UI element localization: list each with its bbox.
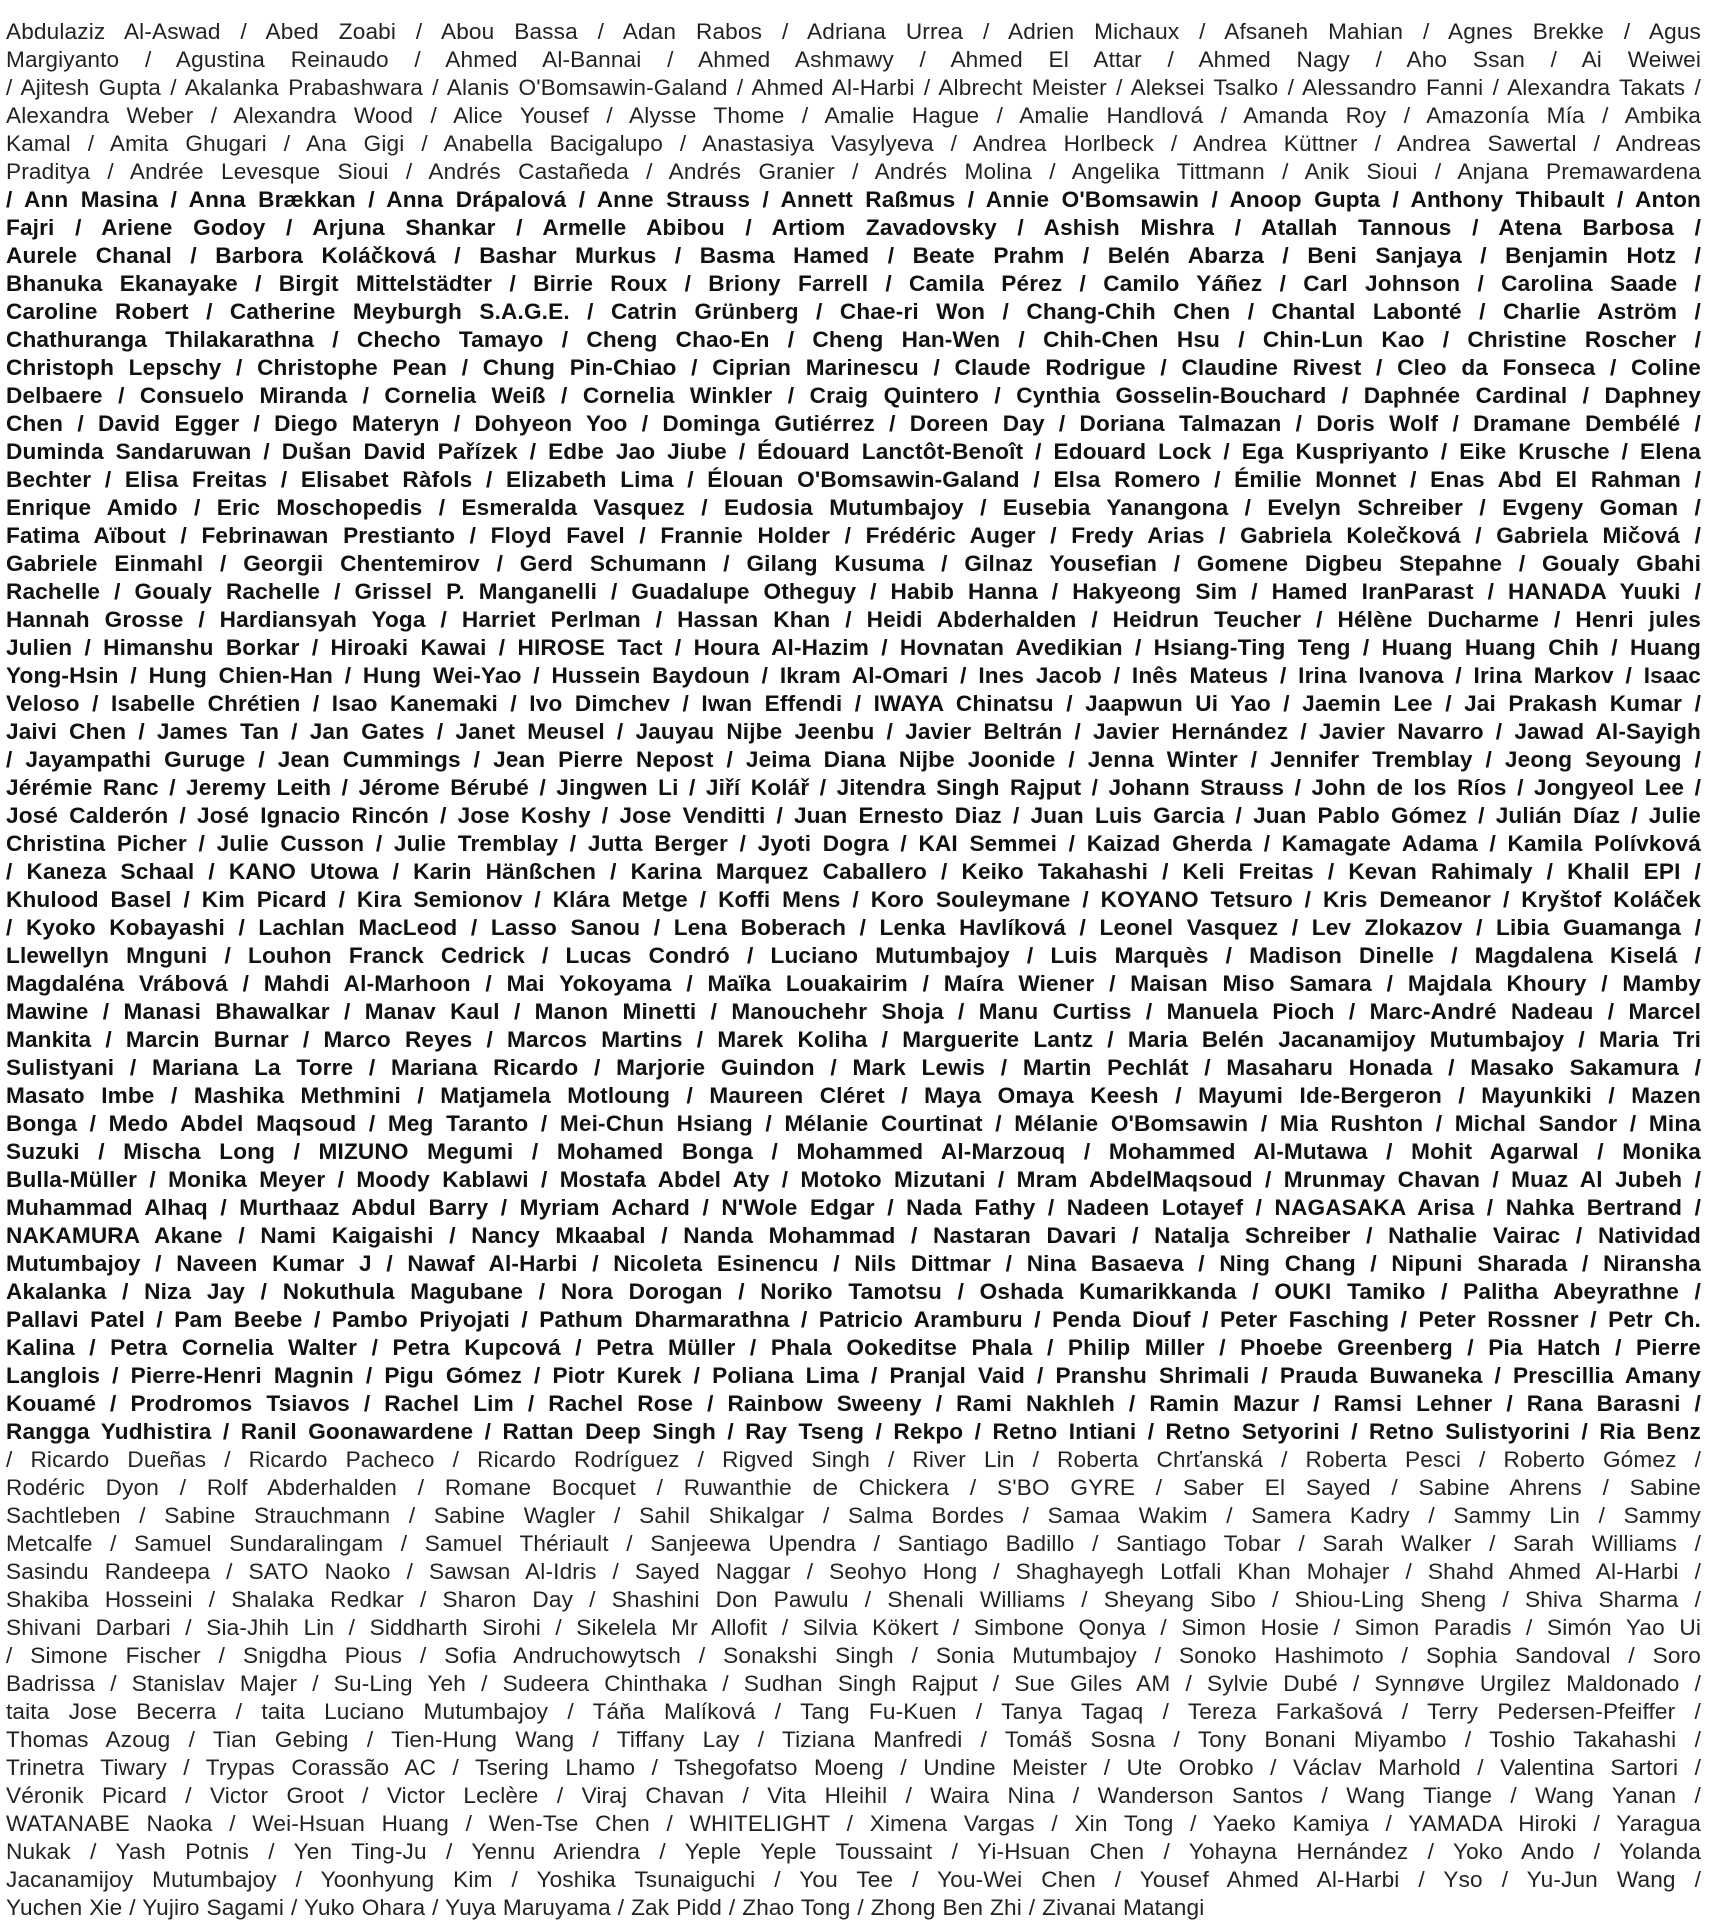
name-line: Yuchen Xie / Yujiro Sagami / Yuko Ohara / Yuya Maruyama / Zak Pidd / Zhao Tong / Zhong Ben Zhi / Zivanai Matangi <box>6 1895 1205 1920</box>
name-line: Delbaere / Consuelo Miranda / Cornelia Weiß / Cornelia Winkler / Craig Quintero / Cynthia Gosselin-Bouchard / Daphnée Cardinal / Daphney <box>6 383 1701 408</box>
name-line: Veloso / Isabelle Chrétien / Isao Kanemaki / Ivo Dimchev / Iwan Effendi / IWAYA Chinatsu / Jaapwun Ui Yao / Jaemin Lee / Jai Prakash Kumar / <box>6 691 1701 716</box>
name-line: Christoph Lepschy / Christophe Pean / Chung Pin-Chiao / Ciprian Marinescu / Claude Rodrigue / Claudine Rivest / Cleo da Fonseca / Coline <box>6 355 1701 380</box>
name-line: Langlois / Pierre-Henri Magnin / Pigu Gómez / Piotr Kurek / Poliana Lima / Pranjal Vaid / Pranshu Shrimali / Prauda Buwaneka / Prescillia Amany <box>6 1363 1701 1388</box>
name-line: Bechter / Elisa Freitas / Elisabet Ràfols / Elizabeth Lima / Élouan O'Bomsawin-Galand / Elsa Romero / Émilie Monnet / Enas Abd El Rahman / <box>6 467 1701 492</box>
name-line: Masato Imbe / Mashika Methmini / Matjamela Motloung / Maureen Cléret / Maya Omaya Keesh / Mayumi Ide-Bergeron / Mayunkiki / Mazen <box>6 1083 1701 1108</box>
name-line: Thomas Azoug / Tian Gebing / Tien-Hung Wang / Tiffany Lay / Tiziana Manfredi / Tomáš Sosna / Tony Bonani Miyambo / Toshio Takahashi / <box>6 1727 1701 1752</box>
name-line: Jérémie Ranc / Jeremy Leith / Jérome Bérubé / Jingwen Li / Jiří Kolář / Jitendra Singh Rajput / Johann Strauss / John de los Ríos / Jongyeol Lee / <box>6 775 1701 800</box>
name-line: José Calderón / José Ignacio Rincón / Jose Koshy / Jose Venditti / Juan Ernesto Diaz / Juan Luis Garcia / Juan Pablo Gómez / Julián Díaz / Julie <box>6 803 1701 828</box>
name-line: Shakiba Hosseini / Shalaka Redkar / Sharon Day / Shashini Don Pawulu / Shenali Williams / Sheyang Sibo / Shiou-Ling Sheng / Shiva Sharma / <box>6 1587 1701 1612</box>
name-line: Christina Picher / Julie Cusson / Julie Tremblay / Jutta Berger / Jyoti Dogra / KAI Semmei / Kaizad Gherda / Kamagate Adama / Kamila Polívková <box>6 831 1701 856</box>
name-line: / Jayampathi Guruge / Jean Cummings / Jean Pierre Nepost / Jeima Diana Nijbe Joonide / Jenna Winter / Jennifer Tremblay / Jeong Seyoung / <box>6 747 1701 772</box>
name-line: Fatima Aïbout / Febrinawan Prestianto / Floyd Favel / Frannie Holder / Frédéric Auger / Fredy Arias / Gabriela Kolečková / Gabriela Mičová / <box>6 523 1701 548</box>
name-line: Mawine / Manasi Bhawalkar / Manav Kaul / Manon Minetti / Manouchehr Shoja / Manu Curtiss / Manuela Pioch / Marc-André Nadeau / Marcel <box>6 999 1701 1024</box>
name-line: taita Jose Becerra / taita Luciano Mutumbajoy / Táňa Malíková / Tang Fu-Kuen / Tanya Tagaq / Tereza Farkašová / Terry Pedersen-Pfeiffer / <box>6 1699 1701 1724</box>
name-line: / Kaneza Schaal / KANO Utowa / Karin Hänßchen / Karina Marquez Caballero / Keiko Takahashi / Keli Freitas / Kevan Rahimaly / Khalil EPI / <box>6 859 1701 884</box>
name-line: Chen / David Egger / Diego Materyn / Dohyeon Yoo / Dominga Gutiérrez / Doreen Day / Doriana Talmazan / Doris Wolf / Dramane Dembélé / <box>6 411 1701 436</box>
name-line: Kouamé / Prodromos Tsiavos / Rachel Lim / Rachel Rose / Rainbow Sweeny / Rami Nakhleh / Ramin Mazur / Ramsi Lehner / Rana Barasni / <box>6 1391 1701 1416</box>
name-line: Margiyanto / Agustina Reinaudo / Ahmed Al-Bannai / Ahmed Ashmawy / Ahmed El Attar / Ahmed Nagy / Aho Ssan / Ai Weiwei <box>6 47 1701 72</box>
name-line: Llewellyn Mnguni / Louhon Franck Cedrick / Lucas Condró / Luciano Mutumbajoy / Luis Marquès / Madison Dinelle / Magdalena Kiselá / <box>6 943 1701 968</box>
name-line: Yong-Hsin / Hung Chien-Han / Hung Wei-Yao / Hussein Baydoun / Ikram Al-Omari / Ines Jacob / Inês Mateus / Irina Ivanova / Irina Markov / Isaac <box>6 663 1701 688</box>
name-line: Duminda Sandaruwan / Dušan David Pařízek / Edbe Jao Jiube / Édouard Lanctôt-Benoît / Edouard Lock / Ega Kuspriyanto / Eike Krusche / Elena <box>6 439 1701 464</box>
name-line: Bhanuka Ekanayake / Birgit Mittelstädter / Birrie Roux / Briony Farrell / Camila Pérez / Camilo Yáñez / Carl Johnson / Carolina Saade / <box>6 271 1701 296</box>
name-line: Mankita / Marcin Burnar / Marco Reyes / Marcos Martins / Marek Koliha / Marguerite Lantz / Maria Belén Jacanamijoy Mutumbajoy / Maria Tri <box>6 1027 1701 1052</box>
name-line: Abdulaziz Al-Aswad / Abed Zoabi / Abou Bassa / Adan Rabos / Adriana Urrea / Adrien Michaux / Afsaneh Mahian / Agnes Brekke / Agus <box>6 19 1701 44</box>
name-line: Bulla-Müller / Monika Meyer / Moody Kablawi / Mostafa Abdel Aty / Motoko Mizutani / Mram AbdelMaqsoud / Mrunmay Chavan / Muaz Al Jubeh / <box>6 1167 1701 1192</box>
name-line: / Kyoko Kobayashi / Lachlan MacLeod / Lasso Sanou / Lena Boberach / Lenka Havlíková / Leonel Vasquez / Lev Zlokazov / Libia Guamanga / <box>6 915 1701 940</box>
name-line: Metcalfe / Samuel Sundaralingam / Samuel Thériault / Sanjeewa Upendra / Santiago Badillo / Santiago Tobar / Sarah Walker / Sarah Williams / <box>6 1531 1701 1556</box>
name-line: Pallavi Patel / Pam Beebe / Pambo Priyojati / Pathum Dharmarathna / Patricio Aramburu / Penda Diouf / Peter Fasching / Peter Rossner / Petr Ch. <box>6 1307 1701 1332</box>
name-line: Sachtleben / Sabine Strauchmann / Sabine Wagler / Sahil Shikalgar / Salma Bordes / Samaa Wakim / Samera Kadry / Sammy Lin / Sammy <box>6 1503 1701 1528</box>
name-line: Trinetra Tiwary / Trypas Corassão AC / Tsering Lhamo / Tshegofatso Moeng / Undine Meister / Ute Orobko / Václav Marhold / Valentina Sartori / <box>6 1755 1701 1780</box>
name-line: Mutumbajoy / Naveen Kumar J / Nawaf Al-Harbi / Nicoleta Esinencu / Nils Dittmar / Nina Basaeva / Ning Chang / Nipuni Sharada / Niranshа <box>6 1251 1701 1276</box>
name-line: / Ajitesh Gupta / Akalanka Prabashwara / Alanis O'Bomsawin-Galand / Ahmed Al-Harbi / Albrecht Meister / Aleksei Tsalko / Alessandro Fanni / Alexandra Takats / <box>6 75 1701 100</box>
name-line: Bonga / Medo Abdel Maqsoud / Meg Taranto / Mei-Chun Hsiang / Mélanie Courtinat / Mélanie O'Bomsawin / Mia Rushton / Michal Sandor / Mina <box>6 1111 1701 1136</box>
name-line: Kamal / Amita Ghugari / Ana Gigi / Anabella Bacigalupo / Anastasiya Vasylyeva / Andrea Horlbeck / Andrea Küttner / Andrea Sawertal / Andreas <box>6 131 1701 156</box>
name-line: Sasindu Randeepa / SATO Naoko / Sawsan Al-Idris / Sayed Naggar / Seohyo Hong / Shaghayegh Lotfali Khan Mohajer / Shahd Ahmed Al-Harbi / <box>6 1559 1701 1584</box>
name-line: Badrissa / Stanislav Majer / Su-Ling Yeh / Sudeera Chinthaka / Sudhan Singh Rajput / Sue Giles AM / Sylvie Dubé / Synnøve Urgilez Maldonado / <box>6 1671 1701 1696</box>
name-line: Rangga Yudhistira / Ranil Goonawardene / Rattan Deep Singh / Ray Tseng / Rekpo / Retno Intiani / Retno Setyorini / Retno Sulistyorini / Ria Benz <box>6 1419 1701 1444</box>
name-line: Fajri / Ariene Godoy / Arjuna Shankar / Armelle Abibou / Artiom Zavadovsky / Ashish Mishra / Atallah Tannous / Atena Barbosa / <box>6 215 1701 240</box>
name-line: Hannah Grosse / Hardiansyah Yoga / Harriet Perlman / Hassan Khan / Heidi Abderhalden / Heidrun Teucher / Hélène Ducharme / Henri jules <box>6 607 1701 632</box>
name-line: Rodéric Dyon / Rolf Abderhalden / Romane Bocquet / Ruwanthie de Chickera / S'BO GYRE / Saber El Sayed / Sabine Ahrens / Sabine <box>6 1475 1701 1500</box>
name-line: WATANABE Naoka / Wei-Hsuan Huang / Wen-Tse Chen / WHITELIGHT / Ximena Vargas / Xin Tong / Yaeko Kamiya / YAMADA Hiroki / Yaragua <box>6 1811 1701 1836</box>
name-line: Sulistyani / Mariana La Torre / Mariana Ricardo / Marjorie Guindon / Mark Lewis / Martin Pechlát / Masaharu Honada / Masako Sakamura / <box>6 1055 1701 1080</box>
name-line: Muhammad Alhaq / Murthaaz Abdul Barry / Myriam Achard / N'Wole Edgar / Nada Fathy / Nadeen Lotayef / NAGASAKA Arisa / Nahka Bertrand / <box>6 1195 1701 1220</box>
name-line: Julien / Himanshu Borkar / Hiroaki Kawai / HIROSE Tact / Houra Al-Hazim / Hovnatan Avedikian / Hsiang-Ting Teng / Huang Huang Chih / Huang <box>6 635 1701 660</box>
name-line: Gabriele Einmahl / Georgii Chentemirov / Gerd Schumann / Gilang Kusuma / Gilnaz Yousefian / Gomene Digbeu Stepahne / Goualy Gbahi <box>6 551 1701 576</box>
name-line: Suzuki / Mischa Long / MIZUNO Megumi / Mohamed Bonga / Mohammed Al-Marzouq / Mohammed Al-Mutawa / Mohit Agarwal / Monika <box>6 1139 1701 1164</box>
name-line: Rachelle / Goualy Rachelle / Grissel P. Manganelli / Guadalupe Otheguy / Habib Hanna / Hakyeong Sim / Hamed IranParast / HANADA Yuuki / <box>6 579 1701 604</box>
name-line: Chathuranga Thilakarathna / Checho Tamayo / Cheng Chao-En / Cheng Han-Wen / Chih-Chen Hsu / Chin-Lun Kao / Christine Roscher / <box>6 327 1701 352</box>
name-line: / Ann Masina / Anna Brækkan / Anna Drápalová / Anne Strauss / Annett Raßmus / Annie O'Bomsawin / Anoop Gupta / Anthony Thibault / Anton <box>6 187 1701 212</box>
name-line: Praditya / Andrée Levesque Sioui / Andrés Castañeda / Andrés Granier / Andrés Molina / Angelika Tittmann / Anik Sioui / Anjana Premawardena <box>6 159 1701 184</box>
names-list <box>6 18 1701 1922</box>
name-line: / Simone Fischer / Snigdha Pious / Sofia Andruchowytsch / Sonakshi Singh / Sonia Mutumbajoy / Sonoko Hashimoto / Sophia Sandoval / Soro <box>6 1643 1701 1668</box>
name-line: NAKAMURA Akane / Nami Kaigaishi / Nancy Mkaabal / Nanda Mohammad / Nastaran Davari / Natalja Schreiber / Nathalie Vairac / Natividad <box>6 1223 1701 1248</box>
name-line: Nukak / Yash Potnis / Yen Ting-Ju / Yennu Ariendra / Yeple Yeple Toussaint / Yi-Hsuan Chen / Yohayna Hernández / Yoko Ando / Yolanda <box>6 1839 1701 1864</box>
name-line: Jaivi Chen / James Tan / Jan Gates / Janet Meusel / Jauyau Nijbe Jeenbu / Javier Beltrán / Javier Hernández / Javier Navarro / Jawad Al-Sayigh <box>6 719 1701 744</box>
name-line: Caroline Robert / Catherine Meyburgh S.A.G.E. / Catrin Grünberg / Chae-ri Won / Chang-Chih Chen / Chantal Labonté / Charlie Aström / <box>6 299 1701 324</box>
name-line: Enrique Amido / Eric Moschopedis / Esmeralda Vasquez / Eudosia Mutumbajoy / Eusebia Yanangona / Evelyn Schreiber / Evgeny Goman / <box>6 495 1701 520</box>
name-line: Aurele Chanal / Barbora Koláčková / Bashar Murkus / Basma Hamed / Beate Prahm / Belén Abarza / Beni Sanjaya / Benjamin Hotz / <box>6 243 1701 268</box>
name-line: / Ricardo Dueñas / Ricardo Pacheco / Ricardo Rodríguez / Rigved Singh / River Lin / Roberta Chrťanská / Roberta Pesci / Roberto Gómez / <box>6 1447 1701 1472</box>
name-line: Jacanamijoy Mutumbajoy / Yoonhyung Kim / Yoshika Tsunaiguchi / You Tee / You-Wei Chen / Yousef Ahmed Al-Harbi / Yso / Yu-Jun Wang / <box>6 1867 1701 1892</box>
name-line: Akalanka / Niza Jay / Nokuthula Magubane / Nora Dorogan / Noriko Tamotsu / Oshada Kumarikkanda / OUKI Tamiko / Palitha Abeyrathne / <box>6 1279 1701 1304</box>
name-line: Khulood Basel / Kim Picard / Kira Semionov / Klára Metge / Koffi Mens / Koro Souleymane / KOYANO Tetsuro / Kris Demeanor / Kryštof Koláček <box>6 887 1701 912</box>
name-line: Kalina / Petra Cornelia Walter / Petra Kupcová / Petra Müller / Phala Ookeditse Phala / Philip Miller / Phoebe Greenberg / Pia Hatch / Pierre <box>6 1335 1701 1360</box>
name-line: Magdaléna Vrábová / Mahdi Al-Marhoon / Mai Yokoyama / Maïka Louakairim / Maíra Wiener / Maisan Miso Samara / Majdala Khoury / Mamby <box>6 971 1701 996</box>
name-line: Shivani Darbari / Sia-Jhih Lin / Siddharth Sirohi / Sikelela Mr Allofit / Silvia Kökert / Simbone Qonya / Simon Hosie / Simon Paradis / Simón Yao Ui <box>6 1615 1701 1640</box>
name-line: Véronik Picard / Victor Groot / Victor Leclère / Viraj Chavan / Vita Hleihil / Waira Nina / Wanderson Santos / Wang Tiange / Wang Yanan / <box>6 1783 1701 1808</box>
name-line: Alexandra Weber / Alexandra Wood / Alice Yousef / Alysse Thome / Amalie Hague / Amalie Handlová / Amanda Roy / Amazonía Mía / Ambika <box>6 103 1701 128</box>
